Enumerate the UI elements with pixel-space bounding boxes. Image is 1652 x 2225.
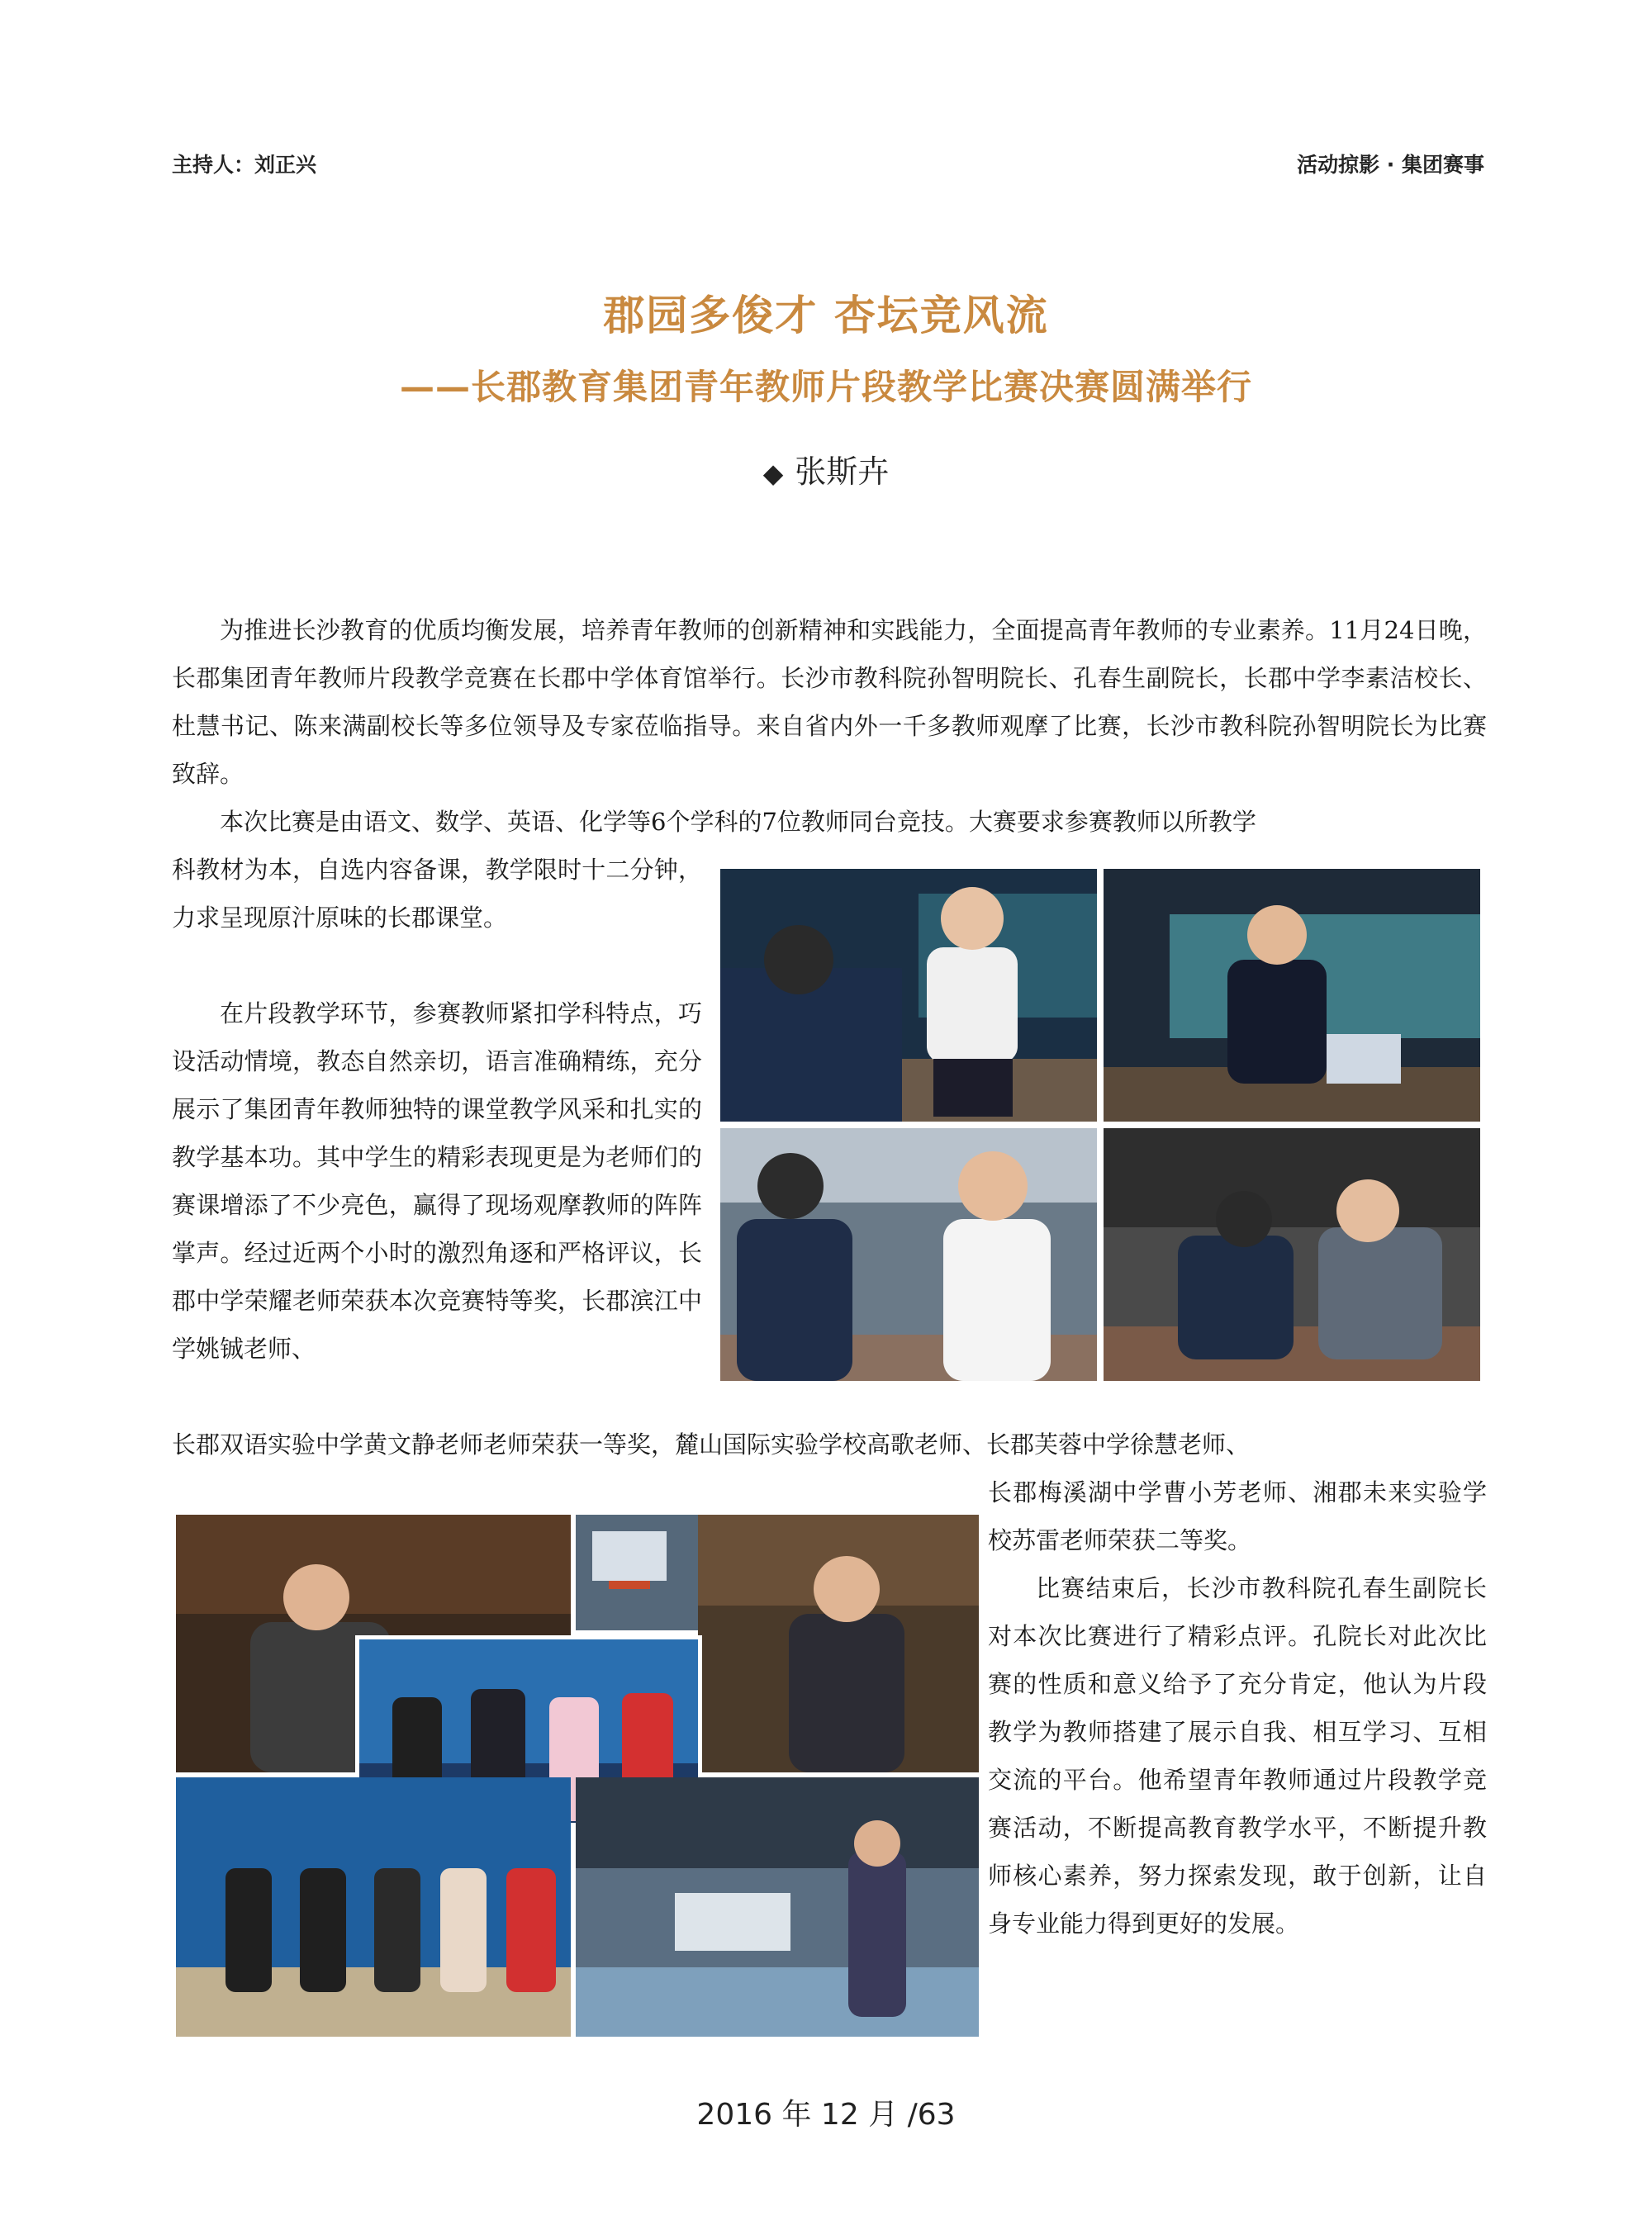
- event-photo-award-group-stage: [176, 1777, 571, 2037]
- host-label: 主持人：刘正兴: [172, 153, 317, 177]
- classroom-photo-girl-teacher: [720, 869, 1097, 1122]
- paragraph-awards-right: 长郡梅溪湖中学曹小芳老师、湘郡未来实验学校苏雷老师荣获二等奖。: [988, 1478, 1487, 1554]
- paragraph-awards-left: 在片段教学环节，参赛教师紧扣学科特点，巧设活动情境，教态自然亲切，语言准确精练，充分展示了集团青年教师独特的课堂教学风采和扎实的教学基本功。其中学生的精彩表现更是为老师们的赛课增添了不少亮色，赢得了现场观摩教师的阵阵掌声。经过近两个小时的激烈角逐和严格评议，长郡中学荣耀老师荣获本次竞赛特等奖，长郡滨江中学姚铖老师、: [172, 999, 702, 1363]
- classroom-photo-male-teacher: [1104, 869, 1480, 1122]
- paragraph-review: 比赛结束后，长沙市教科院孔春生副院长对本次比赛进行了精彩点评。孔院长对此次比赛的性质和意义给予了充分肯定，他认为片段教学为教师搭建了展示自我、相互学习、互相交流的平台。他希望青年教师通过片段教学竞赛活动，不断提高教育教学水平，不断提升教师核心素养，努力探索发现，敢于创新，让自身专业能力得到更好的发展。: [988, 1574, 1487, 1938]
- author-line: [0, 446, 1652, 491]
- event-photo-gym-review: [576, 1777, 979, 2037]
- article-subtitle: ——长郡教育集团青年教师片段教学比赛决赛圆满举行: [399, 367, 1252, 407]
- article-title: 郡园多俊才 杏坛竞风流: [603, 292, 1049, 339]
- event-photo-speaker-right: [698, 1515, 979, 1772]
- classroom-photo-female-teacher: [720, 1128, 1097, 1381]
- classroom-photo-students: [1104, 1128, 1480, 1381]
- column-label: 活动掠影 · 集团赛事: [1297, 153, 1484, 177]
- author-name: 张斯卉: [795, 453, 890, 490]
- paragraph-competition-rest: 科教材为本，自选内容备课，教学限时十二分钟，力求呈现原汁原味的长郡课堂。: [172, 856, 702, 932]
- page-footer: 2016 年 12 月 /63: [696, 2098, 956, 2132]
- paragraph-intro: 为推进长沙教育的优质均衡发展，培养青年教师的创新精神和实践能力，全面提高青年教师的专业素养。11月24日晚，长郡集团青年教师片段教学竞赛在长郡中学体育馆举行。长沙市教科院孙智明院长、孔春生副院长，长郡中学李素洁校长、杜慧书记、陈来满副校长等多位领导及专家莅临指导。来自省内外一千多教师观摩了比赛，长沙市教科院孙智明院长为比赛致辞。: [172, 616, 1487, 788]
- diamond-icon: ◆: [762, 458, 784, 489]
- paragraph-awards-full-line: 长郡双语实验中学黄文静老师老师荣获一等奖，麓山国际实验学校高歌老师、长郡芙蓉中学徐慧老师、: [172, 1430, 1251, 1459]
- paragraph-competition-first-line: 本次比赛是由语文、数学、英语、化学等6个学科的7位教师同台竞技。大赛要求参赛教师以所教学: [220, 808, 1256, 836]
